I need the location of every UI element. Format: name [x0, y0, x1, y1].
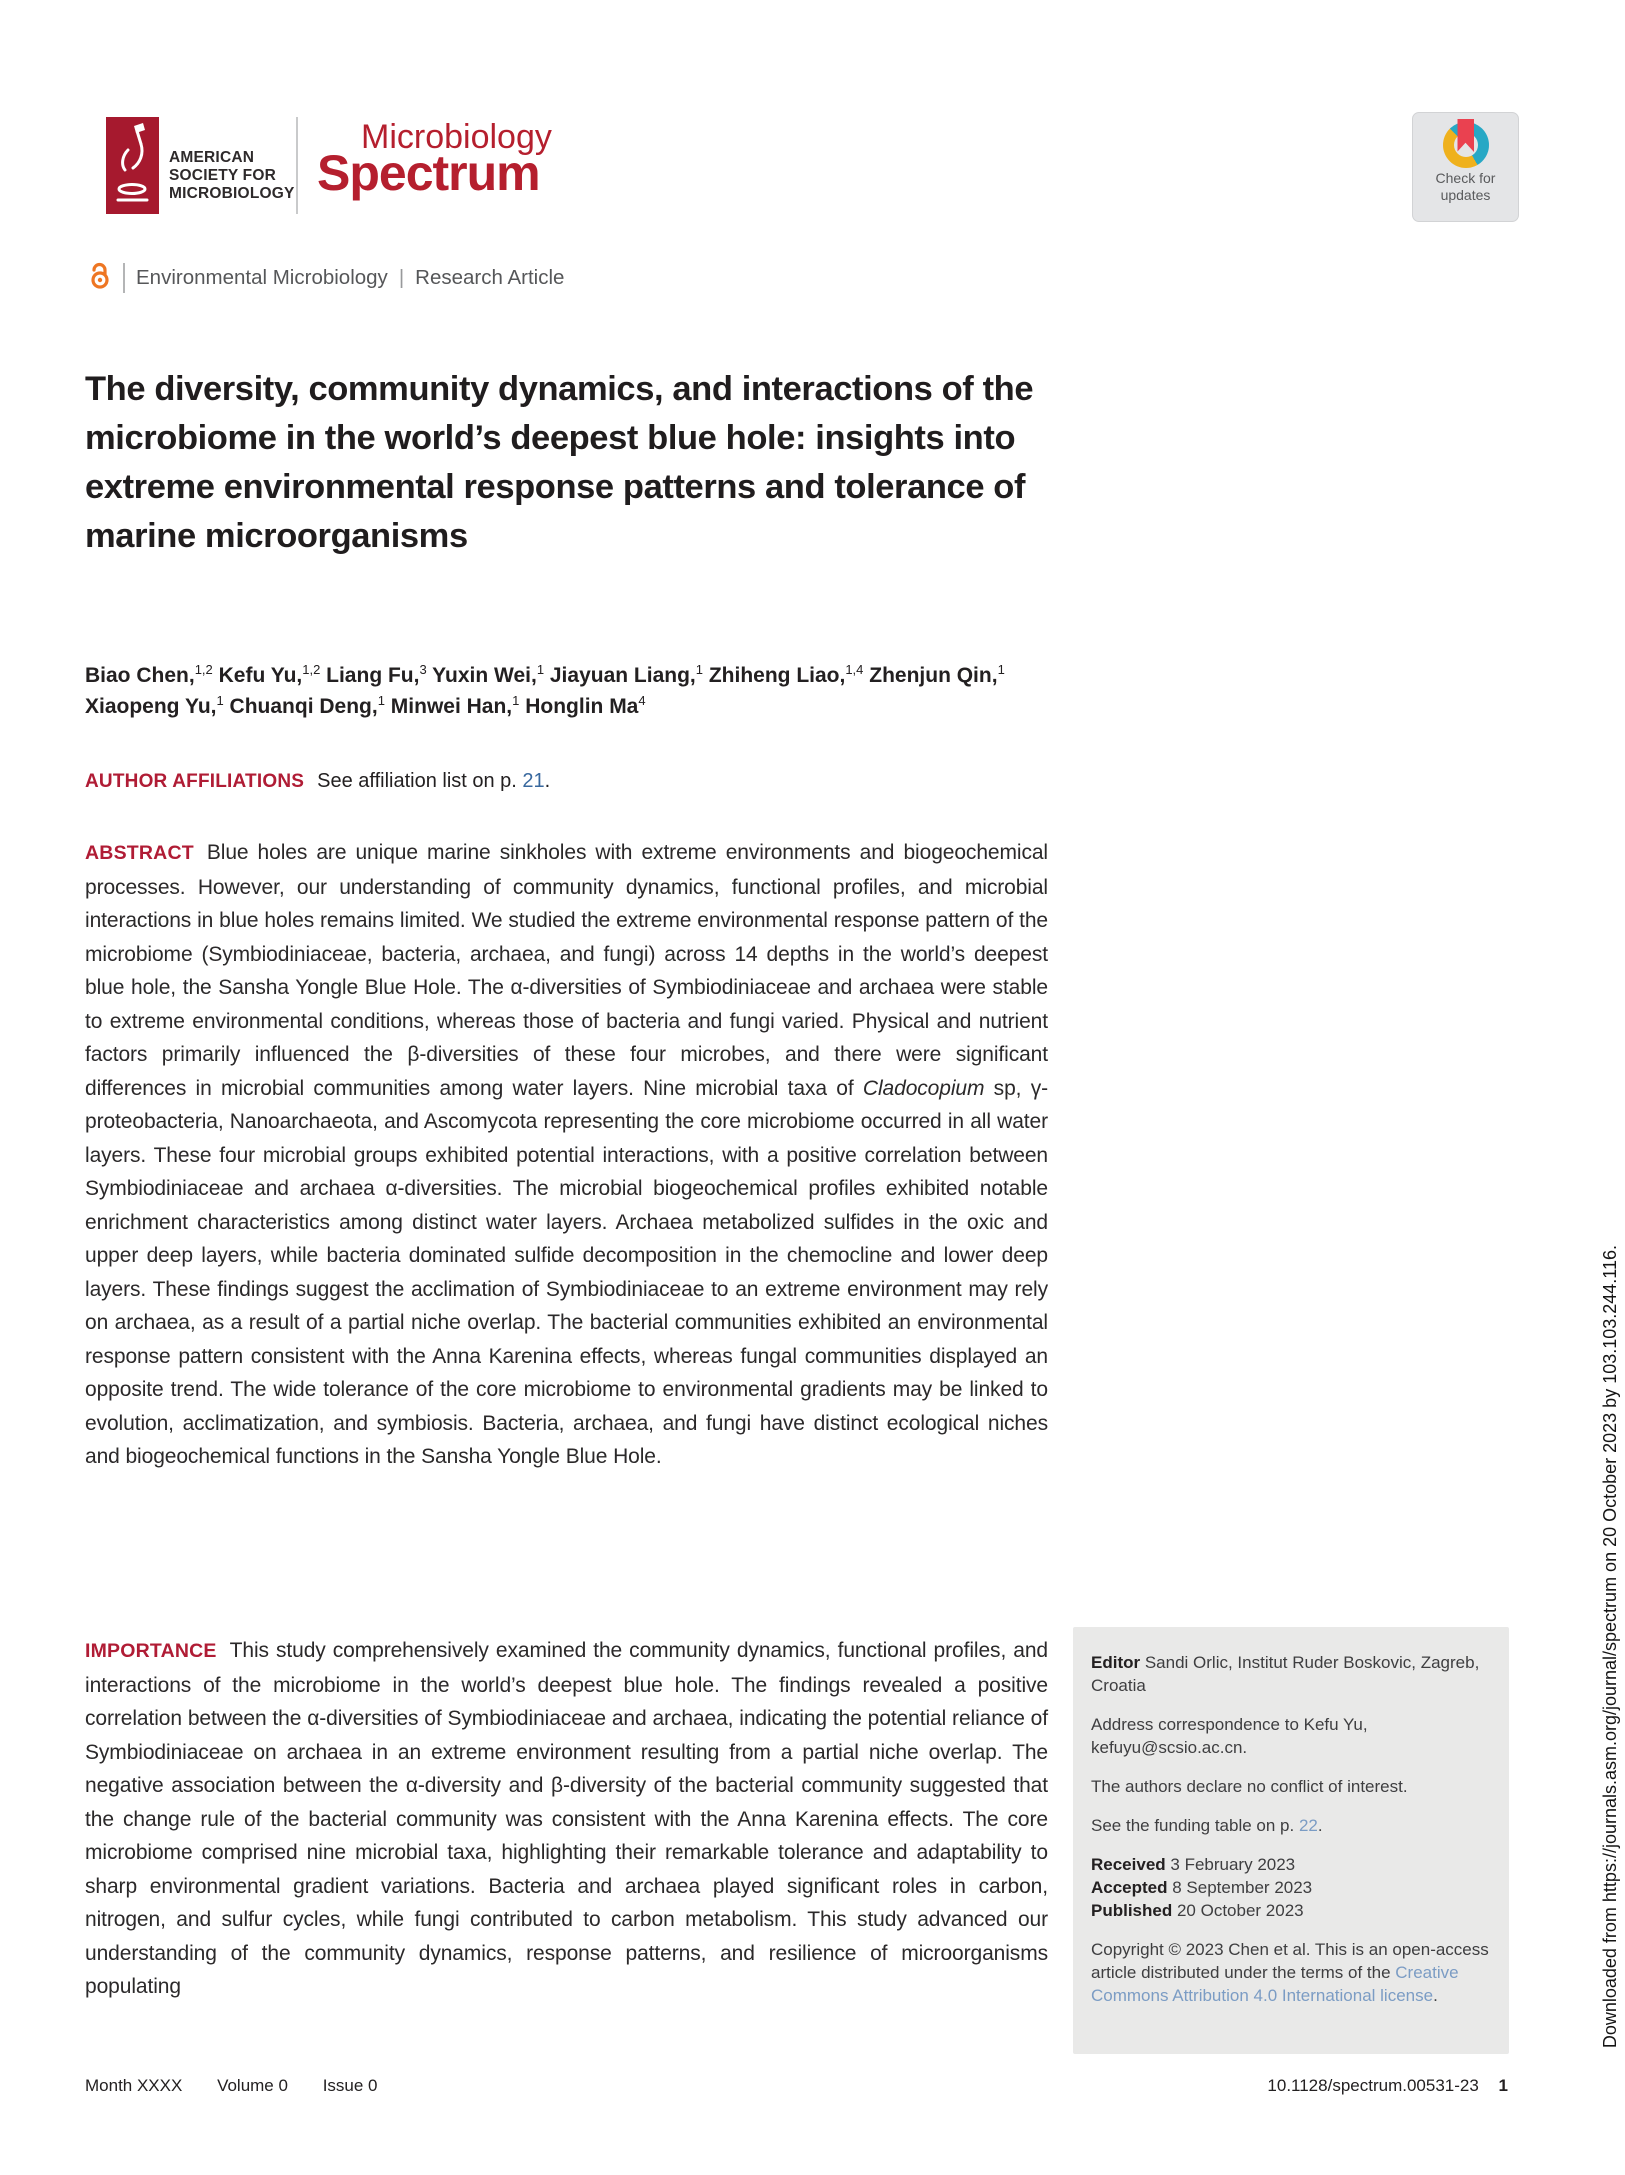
separator-pipe: | — [398, 266, 405, 289]
page-link[interactable]: 21 — [522, 770, 545, 792]
bookmark-icon — [1457, 119, 1474, 152]
conflict-statement: The authors declare no conflict of interest. — [1091, 1777, 1408, 1796]
page-link[interactable]: 22 — [1298, 1816, 1318, 1835]
footer-issue-info — [85, 2076, 408, 2096]
microscope-icon — [106, 201, 159, 218]
funding-note: See the funding table on p. 22. — [1091, 1816, 1323, 1835]
accepted-date: Accepted 8 September 2023 — [1091, 1878, 1313, 1897]
abstract-text: Blue holes are unique marine sinkholes with extreme environments and biogeochemical processes. However, our understanding of community dynamics, functional profiles, and microbial interactions in blue holes remains limited. We studied the extreme environmental response pattern of the microbiome (Symbiodiniaceae, bacteria, archaea, and fungi) across 14 depths in the world’s deepest blue hole, the Sansha Yongle Blue Hole. The α-diversities of Symbiodiniaceae and archaea were stable to extreme environmental conditions, whereas those of bacteria and fungi varied. Physical and nutrient factors primarily influenced the β-diversities of these four microbes, and there were significant differences in microbial communities among water layers. Nine microbial taxa of Cladocopium sp, γ-proteobacteria, Nanoarchaeota, and Ascomycota representing the core microbiome occurred in all water layers. These four microbial groups exhibited potential interactions, with a positive correlation between Symbiodiniaceae and archaea α-diversities. The microbial biogeochemical profiles exhibited notable enrichment characteristics among distinct water layers. Archaea metabolized sulfides in the oxic and upper deep layers, while bacteria dominated sulfide decomposition in the chemocline and lower deep layers. These findings suggest the acclimation of Symbiodiniaceae to an extreme environment may rely on archaea, as a result of a partial niche overlap. The bacterial communities exhibited an environmental response pattern consistent with the Anna Karenina effects, whereas fungal communities displayed an opposite trend. The wide tolerance of the core microbiome to environmental gradients may be linked to evolution, acclimatization, and symbiosis. Bacteria, archaea, and fungi have distinct ecological niches and biogeochemical functions in the Sansha Yongle Blue Hole. — [85, 841, 1048, 1468]
received-date: Received 3 February 2023 — [1091, 1855, 1296, 1874]
importance-label: IMPORTANCE — [85, 1640, 217, 1662]
asm-line: SOCIETY FOR — [169, 167, 276, 184]
affiliation-note: See affiliation list on p. 21. — [317, 770, 551, 792]
asm-society-name — [169, 149, 295, 203]
footer-volume: Volume 0 — [217, 2076, 288, 2095]
page-number: 1 — [1498, 2076, 1508, 2095]
author-list: Biao Chen,$^{1,2}$ Kefu Yu,$^{1,2}$ Liang Fu,$^3$ Yuxin Wei,$^1$ Jiayuan Liang,$^1$ Zhiheng Liao,$^{1,4}$ Zhenjun Qin,$^1$ Xiaopeng Yu,$^1$ Chuanqi Deng,$^1$ Minwei Han,$^1$ Honglin Ma$^4$ — [85, 662, 1005, 718]
open-access-icon — [88, 260, 112, 296]
page-link[interactable]: Creative Commons Attribution 4.0 International license — [1091, 1963, 1459, 2005]
author-affiliations-label: AUTHOR AFFILIATIONS — [85, 771, 305, 792]
check-updates-label: Check for updates — [1435, 170, 1496, 203]
copyright-statement: Copyright © 2023 Chen et al. This is an open-access article distributed under the terms of the Creative Commons Attribution 4.0 International license. — [1091, 1940, 1489, 2005]
asm-line: MICROBIOLOGY — [169, 185, 295, 202]
article-meta-line — [88, 260, 564, 296]
logo-divider — [296, 117, 298, 214]
asm-logo — [106, 117, 159, 214]
section-name: Environmental Microbiology — [136, 266, 388, 289]
article-type: Research Article — [415, 266, 565, 289]
separator-bar — [123, 263, 125, 293]
editor-info: Editor Sandi Orlic, Institut Ruder Boskovic, Zagreb, Croatia — [1091, 1653, 1480, 1695]
download-watermark: Downloaded from https://journals.asm.org/journal/spectrum on 20 October 2023 by 103.103.244.116. — [1600, 1245, 1620, 2049]
asm-line: AMERICAN — [169, 149, 255, 166]
importance-paragraph — [85, 1634, 1048, 2004]
published-date: Published 20 October 2023 — [1091, 1901, 1304, 1920]
article-info-box — [1073, 1627, 1509, 2054]
footer-issue: Issue 0 — [322, 2076, 378, 2095]
abstract-paragraph — [85, 836, 1048, 1474]
journal-name-line2: Spectrum — [317, 145, 540, 201]
check-updates-icon — [1443, 122, 1489, 168]
journal-name-line1: Microbiology — [361, 118, 552, 156]
article-title: The diversity, community dynamics, and interactions of the microbiome in the world’s deepest blue hole: insights into extreme environmental response patterns and tolerance of marine microorganisms — [85, 370, 1034, 556]
footer-month: Month XXXX — [85, 2076, 183, 2095]
footer-doi-block — [1267, 2076, 1508, 2096]
doi-text: 10.1128/spectrum.00531-23 — [1267, 2076, 1479, 2095]
correspondence-info: Address correspondence to Kefu Yu, kefuyu@scsio.ac.cn. — [1091, 1715, 1368, 1757]
author-affiliations — [85, 770, 550, 793]
importance-text: This study comprehensively examined the community dynamics, functional profiles, and interactions of the microbiome in the world’s deepest blue hole. The findings revealed a positive correlation between the α-diversities of Symbiodiniaceae and archaea, indicating the potential reliance of Symbiodiniaceae on archaea in an extreme environment resulting from a partial niche overlap. The negative association between the α-diversity and β-diversity of the bacterial community suggested that the change rule of the bacterial community was consistent with the Anna Karenina effects. The core microbiome comprised nine microbial taxa, highlighting their remarkable tolerance and adaptability to sharp environmental gradient variations. Bacteria and archaea played significant roles in carbon, nitrogen, and sulfur cycles, while fungi contributed to carbon metabolism. This study advanced our understanding of the community dynamics, response patterns, and resilience of microorganisms populating — [85, 1639, 1048, 1998]
abstract-label: ABSTRACT — [85, 842, 194, 864]
check-for-updates-button[interactable] — [1412, 112, 1519, 222]
